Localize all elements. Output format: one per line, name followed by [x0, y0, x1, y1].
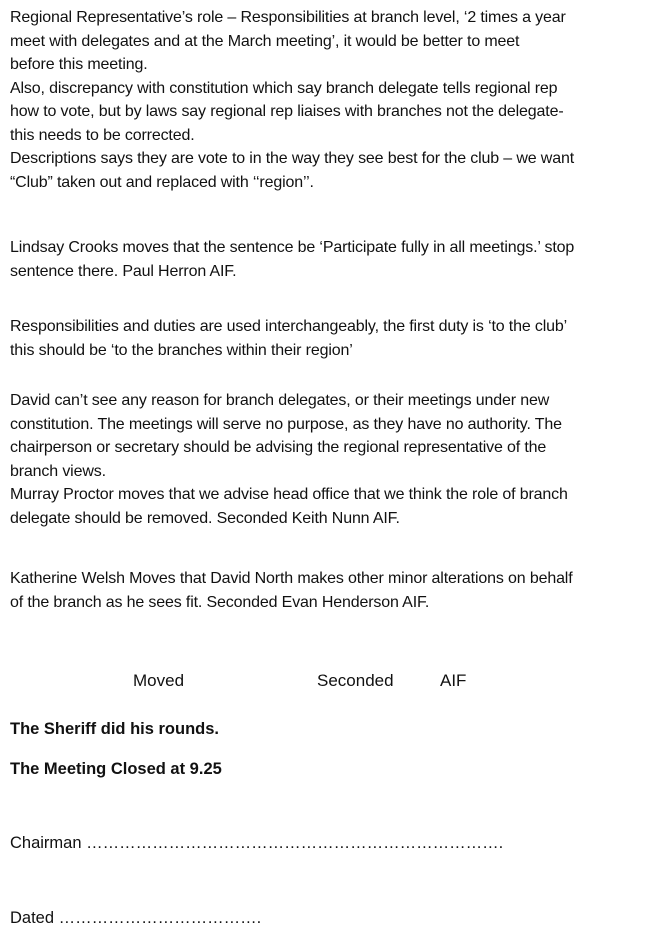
- text-line: branch views.: [10, 462, 106, 480]
- responsibilities-paragraph: [10, 315, 638, 362]
- text-line: delegate should be removed. Seconded Keith Nunn AIF.: [10, 509, 400, 527]
- text-line: Lindsay Crooks moves that the sentence be ‘Participate fully in all meetings.’ stop: [10, 239, 575, 256]
- text-line: Responsibilities and duties are used interchangeably, the first duty is ‘to the club’: [10, 318, 568, 335]
- dated-label: Dated: [10, 909, 55, 927]
- regional-rep-paragraph: [10, 6, 638, 194]
- chairman-signature-line: [10, 832, 503, 855]
- text-line: chairperson or secretary should be advising the regional representative of the: [10, 439, 547, 456]
- text-line: this needs to be corrected.: [10, 126, 195, 144]
- moved-label: Moved: [133, 671, 185, 690]
- dated-blank: ……………………………….: [58, 909, 262, 927]
- text-line: constitution. The meetings will serve no purpose, as they have no authority. The: [10, 415, 562, 433]
- text-line: Katherine Welsh Moves that David North makes other minor alterations on behalf: [10, 570, 573, 587]
- text-line: “Club” taken out and replaced with ‘‘region’’.: [10, 173, 314, 191]
- chairman-label: Chairman: [10, 834, 82, 852]
- aif-label: AIF: [440, 671, 467, 690]
- chairman-blank: ………………………………………………………………….: [86, 834, 504, 852]
- text-line: Descriptions says they are vote to in the way they see best for the club – we want: [10, 150, 574, 167]
- text-line: Also, discrepancy with constitution which say branch delegate tells regional rep: [10, 79, 558, 97]
- david-delegates-paragraph: [10, 389, 638, 530]
- sheriff-line: The Sheriff did his rounds.: [10, 720, 220, 738]
- text-line: Murray Proctor moves that we advise head office that we think the role of branch: [10, 486, 568, 503]
- lindsay-motion-paragraph: [10, 236, 638, 283]
- text-line: sentence there. Paul Herron AIF.: [10, 262, 237, 280]
- text-line: how to vote, but by laws say regional rep liaises with branches not the delegate-: [10, 103, 564, 120]
- text-line: of the branch as he sees fit. Seconded Evan Henderson AIF.: [10, 593, 430, 611]
- meeting-closed-line: The Meeting Closed at 9.25: [10, 760, 222, 778]
- dated-line: [10, 907, 261, 930]
- text-line: meet with delegates and at the March meeting’, it would be better to meet: [10, 32, 520, 50]
- text-line: Regional Representative’s role – Responsibilities at branch level, ‘2 times a year: [10, 9, 566, 26]
- text-line: this should be ‘to the branches within their region’: [10, 341, 353, 359]
- katherine-motion-paragraph: [10, 567, 638, 614]
- text-line: David can’t see any reason for branch delegates, or their meetings under new: [10, 392, 550, 409]
- text-line: before this meeting.: [10, 56, 148, 73]
- seconded-label: Seconded: [317, 671, 394, 690]
